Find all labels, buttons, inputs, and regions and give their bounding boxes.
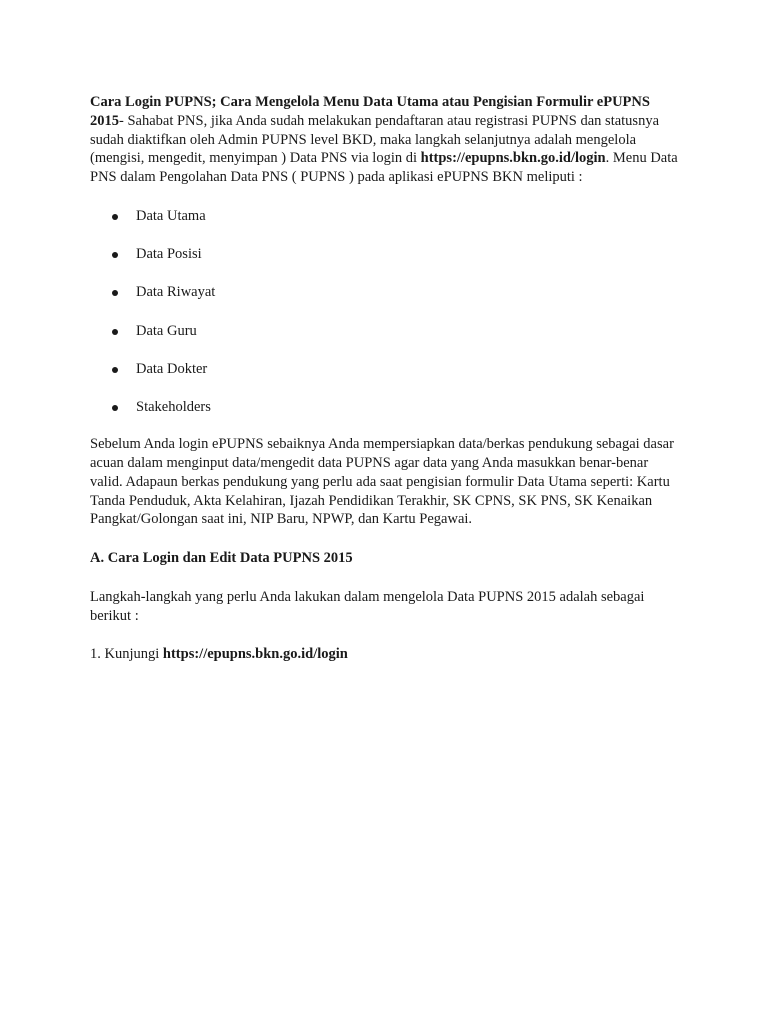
intro-text-2: . Menu Data PNS dalam Pengolahan Data PNS ( PUPNS ) pada aplikasi ePUPNS BKN meliputi :: [90, 150, 678, 186]
bullet-icon: [112, 405, 118, 411]
list-item: [90, 283, 678, 302]
list-item-label: Stakeholders: [136, 398, 211, 415]
section-a-heading-text: A. Cara Login dan Edit Data PUPNS 2015: [90, 550, 353, 567]
intro-title: Cara Login PUPNS; Cara Mengelola Menu Data Utama atau Pengisian Formulir ePUPNS 2015: [90, 94, 650, 129]
bullet-icon: [112, 329, 118, 335]
list-item-label: Data Guru: [136, 322, 197, 339]
section-a-paragraph: Langkah-langkah yang perlu Anda lakukan dalam mengelola Data PUPNS 2015 adalah sebagai berikut :: [90, 588, 645, 624]
list-item-label: Data Dokter: [136, 360, 208, 377]
bullet-icon: [112, 367, 118, 373]
document-content: [90, 93, 678, 664]
step-1-prefix: 1. Kunjungi: [90, 646, 163, 663]
preparation-paragraph: Sebelum Anda login ePUPNS sebaiknya Anda mempersiapkan data/berkas pendukung sebagai dasar acuan dalam menginput data/mengedit data PUPNS agar data yang Anda masukkan benar-benar valid. Adapaun berkas pendukung yang perlu ada saat pengisian formulir Data Utama seperti: Kartu Tanda Penduduk, Akta Kelahiran, Ijazah Pendidikan Terakhir, SK CPNS, SK PNS, SK Kenaikan Pangkat/Golongan saat ini, NIP Baru, NPWP, dan Kartu Pegawai.: [90, 436, 674, 528]
list-item: [90, 245, 678, 264]
intro-text-1: - Sahabat PNS, jika Anda sudah melakukan pendaftaran atau registrasi PUPNS dan statusnya sudah diaktifkan oleh Admin PUPNS level BKD, maka langkah selanjutnya adalah mengelola (mengisi, mengedit, menyimpan ) Data PNS via login di: [90, 112, 660, 167]
list-item-label: Data Riwayat: [136, 284, 216, 301]
bullet-icon: [112, 290, 118, 296]
bullet-icon: [112, 214, 118, 220]
bullet-icon: [112, 252, 118, 258]
list-item-label: Data Posisi: [136, 246, 202, 263]
step-1: [90, 645, 678, 664]
intro-paragraph: [90, 93, 678, 187]
list-item: [90, 207, 678, 226]
list-item: [90, 360, 678, 379]
step-1-link[interactable]: https://epupns.bkn.go.id/login: [162, 646, 348, 663]
list-item: [90, 322, 678, 341]
section-a-heading: [90, 549, 678, 568]
list-item: [90, 398, 678, 417]
list-item-label: Data Utama: [136, 207, 206, 224]
login-link[interactable]: https://epupns.bkn.go.id/login: [420, 150, 606, 167]
menu-list: [90, 207, 678, 417]
